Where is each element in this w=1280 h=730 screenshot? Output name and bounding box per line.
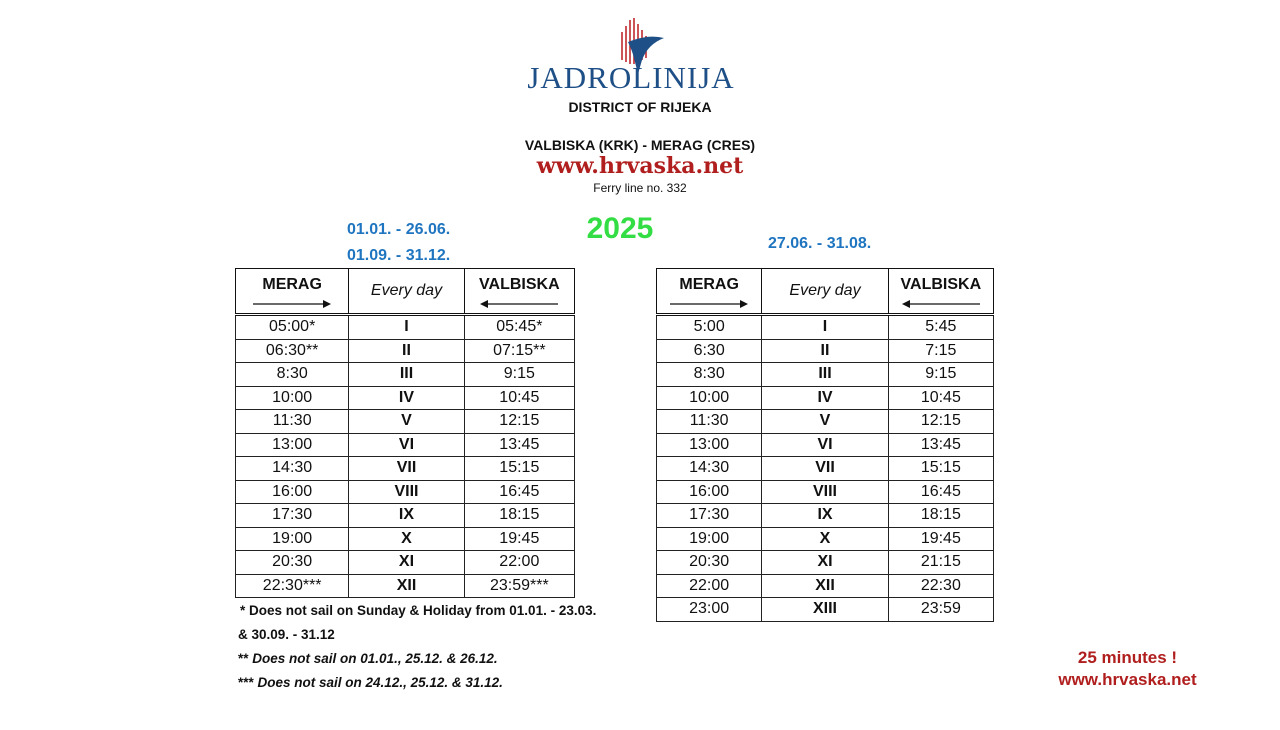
departure-merag: 23:00 <box>657 598 762 622</box>
table-row <box>236 457 575 481</box>
departure-merag: 05:00* <box>236 315 349 340</box>
departure-merag: 14:30 <box>657 457 762 481</box>
table-row <box>236 574 575 598</box>
departure-merag: 5:00 <box>657 315 762 340</box>
table-row <box>236 410 575 434</box>
table-row <box>657 433 994 457</box>
departure-valbiska: 19:45 <box>888 527 993 551</box>
departure-valbiska: 22:00 <box>464 551 574 575</box>
trip-number: VIII <box>349 480 464 504</box>
arrow-left-icon <box>480 300 558 308</box>
note-single-star: * Does not sail on Sunday & Holiday from 01.01. - 23.03. <box>240 603 597 618</box>
departure-valbiska: 10:45 <box>888 386 993 410</box>
header-valbiska: VALBISKA <box>464 269 574 315</box>
departure-merag: 10:00 <box>236 386 349 410</box>
table-row <box>236 339 575 363</box>
departure-valbiska: 16:45 <box>464 480 574 504</box>
trip-number: I <box>762 315 888 340</box>
table-row <box>657 504 994 528</box>
departure-merag: 22:30*** <box>236 574 349 598</box>
table-row <box>657 457 994 481</box>
departure-valbiska: 9:15 <box>888 363 993 387</box>
period-high: 27.06. - 31.08. <box>768 235 872 252</box>
trip-number: IX <box>762 504 888 528</box>
trip-number: XI <box>762 551 888 575</box>
header-merag: MERAG <box>236 269 349 315</box>
note-triple-star: *** Does not sail on 24.12., 25.12. & 31.12. <box>238 675 503 690</box>
departure-valbiska: 18:15 <box>464 504 574 528</box>
table-row <box>236 315 575 340</box>
trip-number: II <box>762 339 888 363</box>
table-row <box>657 339 994 363</box>
year-label: 2025 <box>586 212 654 245</box>
trip-number: X <box>762 527 888 551</box>
table-row <box>657 527 994 551</box>
table-row <box>236 433 575 457</box>
departure-valbiska: 15:15 <box>464 457 574 481</box>
departure-valbiska: 19:45 <box>464 527 574 551</box>
departure-valbiska: 7:15 <box>888 339 993 363</box>
departure-valbiska: 23:59 <box>888 598 993 622</box>
brand-name: JADROLINIJA <box>527 60 735 95</box>
note-double-star: ** Does not sail on 01.01., 25.12. & 26.12. <box>238 651 498 666</box>
departure-merag: 11:30 <box>657 410 762 434</box>
departure-merag: 6:30 <box>657 339 762 363</box>
departure-merag: 10:00 <box>657 386 762 410</box>
departure-merag: 8:30 <box>236 363 349 387</box>
trip-number: V <box>349 410 464 434</box>
header-every-day: Every day <box>762 269 888 315</box>
trip-number: VII <box>762 457 888 481</box>
departure-merag: 20:30 <box>657 551 762 575</box>
trip-number: V <box>762 410 888 434</box>
departure-valbiska: 16:45 <box>888 480 993 504</box>
table-row <box>657 363 994 387</box>
trip-number: VI <box>349 433 464 457</box>
departure-merag: 13:00 <box>657 433 762 457</box>
trip-number: IV <box>762 386 888 410</box>
table-row <box>657 574 994 598</box>
arrow-right-icon <box>670 300 748 308</box>
table-row <box>236 480 575 504</box>
departure-valbiska: 18:15 <box>888 504 993 528</box>
trip-number: XII <box>762 574 888 598</box>
departure-merag: 17:30 <box>236 504 349 528</box>
table-row <box>657 315 994 340</box>
footer-website-link[interactable]: www.hrvaska.net <box>1058 670 1197 689</box>
arrow-right-icon <box>253 300 331 308</box>
trip-number: II <box>349 339 464 363</box>
departure-valbiska: 13:45 <box>464 433 574 457</box>
ferry-line-number: Ferry line no. 332 <box>593 181 687 195</box>
departure-merag: 14:30 <box>236 457 349 481</box>
departure-merag: 16:00 <box>657 480 762 504</box>
trip-number: VIII <box>762 480 888 504</box>
departure-valbiska: 13:45 <box>888 433 993 457</box>
table-row <box>236 363 575 387</box>
route-title: VALBISKA (KRK) - MERAG (CRES) <box>524 137 756 153</box>
departure-valbiska: 07:15** <box>464 339 574 363</box>
header-every-day: Every day <box>349 269 464 315</box>
departure-merag: 16:00 <box>236 480 349 504</box>
schedule-table-high <box>656 268 994 622</box>
trip-number: IX <box>349 504 464 528</box>
period-low-1: 01.01. - 26.06. <box>347 221 451 238</box>
departure-merag: 22:00 <box>657 574 762 598</box>
departure-merag: 19:00 <box>236 527 349 551</box>
trip-number: III <box>762 363 888 387</box>
trip-number: I <box>349 315 464 340</box>
arrow-left-icon <box>902 300 980 308</box>
departure-valbiska: 9:15 <box>464 363 574 387</box>
website-link[interactable]: www.hrvaska.net <box>536 153 744 179</box>
departure-valbiska: 22:30 <box>888 574 993 598</box>
trip-number: XII <box>349 574 464 598</box>
table-row <box>236 527 575 551</box>
departure-merag: 17:30 <box>657 504 762 528</box>
table-row <box>657 410 994 434</box>
departure-merag: 11:30 <box>236 410 349 434</box>
departure-valbiska: 5:45 <box>888 315 993 340</box>
duration-label: 25 minutes ! <box>1077 648 1178 667</box>
table-row <box>236 504 575 528</box>
trip-number: XIII <box>762 598 888 622</box>
header-valbiska: VALBISKA <box>888 269 993 315</box>
departure-merag: 13:00 <box>236 433 349 457</box>
departure-valbiska: 12:15 <box>888 410 993 434</box>
trip-number: VI <box>762 433 888 457</box>
schedule-table-low <box>235 268 575 598</box>
table-row <box>657 551 994 575</box>
departure-valbiska: 21:15 <box>888 551 993 575</box>
departure-valbiska: 23:59*** <box>464 574 574 598</box>
trip-number: IV <box>349 386 464 410</box>
trip-number: VII <box>349 457 464 481</box>
departure-merag: 06:30** <box>236 339 349 363</box>
trip-number: X <box>349 527 464 551</box>
trip-number: XI <box>349 551 464 575</box>
table-row <box>657 480 994 504</box>
departure-valbiska: 10:45 <box>464 386 574 410</box>
departure-merag: 8:30 <box>657 363 762 387</box>
table-row <box>657 386 994 410</box>
departure-merag: 19:00 <box>657 527 762 551</box>
table-row <box>236 551 575 575</box>
table-row <box>657 598 994 622</box>
trip-number: III <box>349 363 464 387</box>
note-single-star-cont: & 30.09. - 31.12 <box>238 627 335 642</box>
header-merag: MERAG <box>657 269 762 315</box>
departure-merag: 20:30 <box>236 551 349 575</box>
departure-valbiska: 12:15 <box>464 410 574 434</box>
period-low-2: 01.09. - 31.12. <box>347 247 451 264</box>
district-label: DISTRICT OF RIJEKA <box>568 99 712 115</box>
table-row <box>236 386 575 410</box>
departure-valbiska: 05:45* <box>464 315 574 340</box>
departure-valbiska: 15:15 <box>888 457 993 481</box>
